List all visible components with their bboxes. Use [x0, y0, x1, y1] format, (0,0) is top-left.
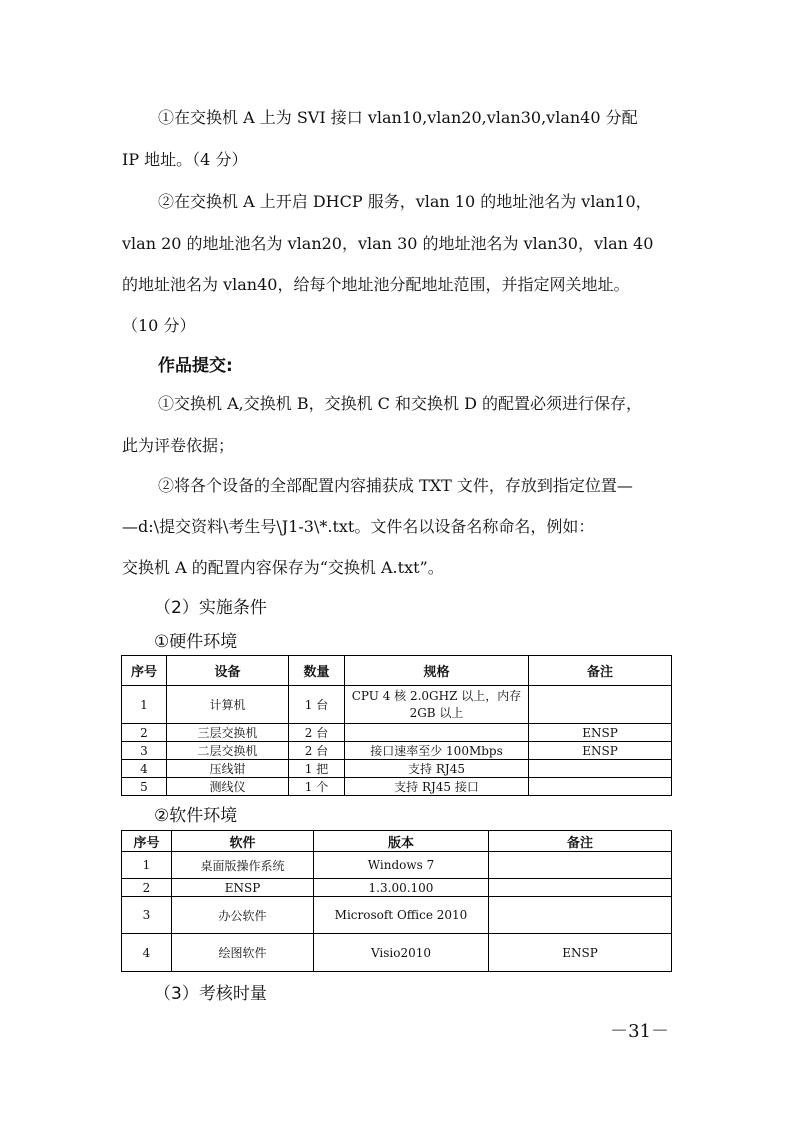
table-cell: 1 [122, 686, 167, 724]
table-cell: 5 [122, 778, 167, 796]
table-cell: 压线钳 [167, 760, 289, 778]
table-cell: 2 台 [289, 742, 345, 760]
table-row [122, 760, 672, 778]
header-cell: 序号 [122, 831, 172, 852]
table-cell: 办公软件 [172, 897, 314, 934]
header-cell: 数量 [289, 656, 345, 686]
table-header-row [122, 831, 672, 852]
text-line: 此为评卷依据； [122, 436, 235, 455]
table-cell: CPU 4 核 2.0GHZ 以上，内存 2GB 以上 [345, 686, 529, 724]
table-cell: 1 [122, 852, 172, 879]
header-cell: 软件 [172, 831, 314, 852]
table-row [122, 879, 672, 897]
table-cell [489, 852, 672, 879]
text-line: vlan 20 的地址池名为 vlan20，vlan 30 的地址池名为 vlan30，vlan 40 [122, 234, 654, 253]
table-cell [489, 879, 672, 897]
table-row [122, 724, 672, 742]
table-cell: 3 [122, 897, 172, 934]
text-line: —d:\提交资料\考生号\J1-3\*.txt。文件名以设备名称命名，例如： [122, 517, 595, 536]
table-cell: 二层交换机 [167, 742, 289, 760]
header-cell: 序号 [122, 656, 167, 686]
text-line: IP 地址。（4 分） [122, 150, 248, 169]
table-cell: 三层交换机 [167, 724, 289, 742]
header-cell: 规格 [345, 656, 529, 686]
table-row [122, 778, 672, 796]
table-cell: 支持 RJ45 接口 [345, 778, 529, 796]
table-cell [529, 760, 672, 778]
software-title: ②软件环境 [154, 806, 238, 826]
table-header-row [122, 656, 672, 686]
table-cell: 3 [122, 742, 167, 760]
table-cell [529, 686, 672, 724]
page-number: －31－ [610, 1021, 669, 1042]
section-title-conditions: （2）实施条件 [154, 598, 267, 618]
table-cell: Visio2010 [314, 934, 489, 972]
submission-heading: 作品提交: [158, 356, 233, 376]
text-line: 交换机 A 的配置内容保存为“交换机 A.txt”。 [122, 558, 444, 577]
table-cell: 4 [122, 934, 172, 972]
text-line: ①在交换机 A 上为 SVI 接口 vlan10,vlan20,vlan30,vlan40 分配 [158, 108, 638, 127]
table-cell [345, 724, 529, 742]
table-row [122, 852, 672, 879]
text-line: ②将各个设备的全部配置内容捕获成 TXT 文件，存放到指定位置— [158, 476, 633, 495]
table-cell: 2 [122, 879, 172, 897]
table-cell: ENSP [172, 879, 314, 897]
table-cell: Windows 7 [314, 852, 489, 879]
table-cell: ENSP [529, 742, 672, 760]
text-line: 的地址池名为 vlan40，给每个地址池分配地址范围，并指定网关地址。 [122, 275, 630, 294]
text-line: ②在交换机 A 上开启 DHCP 服务，vlan 10 的地址池名为 vlan10， [158, 192, 652, 211]
hardware-title: ①硬件环境 [154, 632, 238, 652]
text-line: ①交换机 A,交换机 B，交换机 C 和交换机 D 的配置必须进行保存， [158, 394, 642, 413]
hardware-table [121, 655, 672, 796]
table-cell: 绘图软件 [172, 934, 314, 972]
header-cell: 备注 [489, 831, 672, 852]
table-cell: 测线仪 [167, 778, 289, 796]
table-cell: 1.3.00.100 [314, 879, 489, 897]
table-cell: 4 [122, 760, 167, 778]
table-cell: ENSP [489, 934, 672, 972]
table-cell: 1 台 [289, 686, 345, 724]
table-cell: ENSP [529, 724, 672, 742]
section-title-duration: （3）考核时量 [154, 984, 267, 1004]
table-cell: 2 台 [289, 724, 345, 742]
table-cell: 计算机 [167, 686, 289, 724]
text-line: （10 分） [122, 316, 196, 335]
table-cell: 桌面版操作系统 [172, 852, 314, 879]
software-table [121, 830, 672, 972]
header-cell: 版本 [314, 831, 489, 852]
table-row [122, 686, 672, 724]
table-cell: 接口速率至少 100Mbps [345, 742, 529, 760]
header-cell: 备注 [529, 656, 672, 686]
table-cell: 2 [122, 724, 167, 742]
table-cell [489, 897, 672, 934]
header-cell: 设备 [167, 656, 289, 686]
table-cell: Microsoft Office 2010 [314, 897, 489, 934]
table-row [122, 934, 672, 972]
table-cell: 支持 RJ45 [345, 760, 529, 778]
table-cell: 1 把 [289, 760, 345, 778]
table-cell: 1 个 [289, 778, 345, 796]
table-row [122, 742, 672, 760]
table-cell [529, 778, 672, 796]
table-row [122, 897, 672, 934]
